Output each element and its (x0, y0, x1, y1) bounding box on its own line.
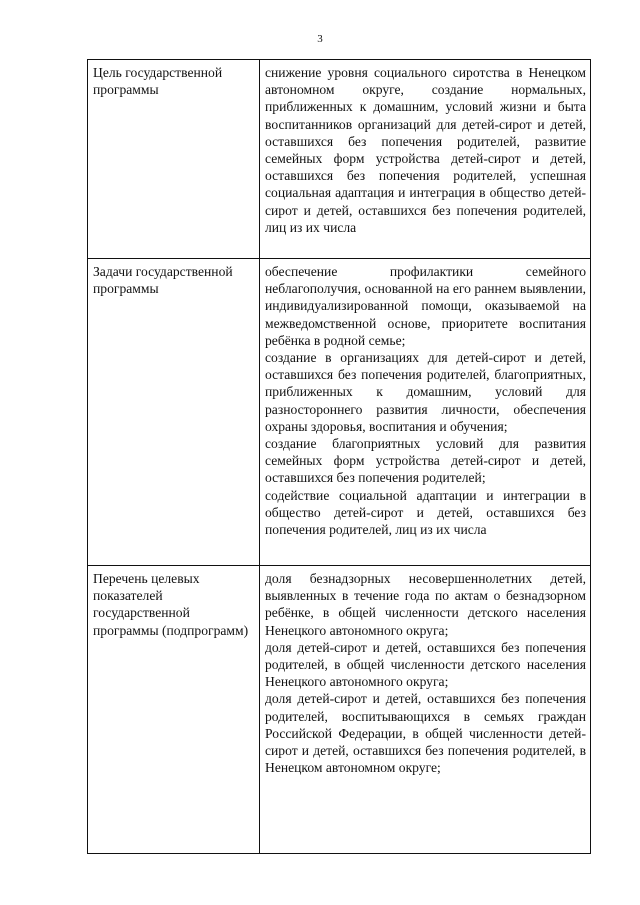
goal-paragraph: снижение уровня социального сиротства в Ненецком автономном округе, создание нормальных, приближенных к домашним, условий жизни и быта воспитанников организаций для детей-сирот и детей, оставшихся без попечения родителей, развитие семейных форм устройства детей-сирот и детей, оставшихся без попечения родителей, успешная социальная адаптация и интеграция в общество детей-сирот и детей, оставшихся без попечения родителей, лиц из их числа (265, 65, 586, 235)
indicator-paragraph: доля детей-сирот и детей, оставшихся без попечения родителей, воспитывающихся в семьях граждан Российской Федерации, в общей численности детей-сирот и детей, оставшихся без попечения родителей, в Ненецком автономном округе; (265, 691, 586, 776)
table-row-goal (88, 60, 591, 259)
table-row-indicators (88, 566, 591, 854)
task-paragraph: создание благоприятных условий для развития семейных форм устройства детей-сирот и детей, оставшихся без попечения родителей; (265, 436, 586, 486)
row-label-indicators: Перечень целевых показателей государственной программы (подпрограмм) (88, 566, 260, 854)
table-row-tasks (88, 259, 591, 566)
row-label-goal: Цель государственной программы (88, 60, 260, 259)
row-label-tasks: Задачи государственной программы (88, 259, 260, 566)
program-passport-table (87, 59, 591, 854)
indicator-paragraph: доля детей-сирот и детей, оставшихся без попечения родителей, в общей численности детского населения Ненецкого автономного округа; (265, 639, 586, 690)
row-value-goal (260, 60, 591, 259)
task-paragraph: содействие социальной адаптации и интеграции в общество детей-сирот и детей, оставшихся без попечения родителей, лиц из их числа (265, 487, 586, 538)
row-value-indicators (260, 566, 591, 854)
page-number: 3 (317, 33, 323, 45)
row-value-tasks (260, 259, 591, 566)
task-paragraph: создание в организациях для детей-сирот и детей, оставшихся без попечения родителей, благоприятных, приближенных к домашним, условий для разностороннего развития личности, обеспечения охраны здоровья, воспитания и обучения; (265, 350, 586, 434)
indicator-paragraph: доля безнадзорных несовершеннолетних детей, выявленных в течение года по актам о безнадзорном ребёнке, в общей численности детского населения Ненецкого автономного округа; (265, 571, 586, 638)
task-paragraph: обеспечение профилактики семейного неблагополучия, основанной на его раннем выявлении, индивидуализированной помощи, оказываемой на межведомственной основе, приоритете воспитания ребёнка в родной семье; (265, 264, 586, 348)
